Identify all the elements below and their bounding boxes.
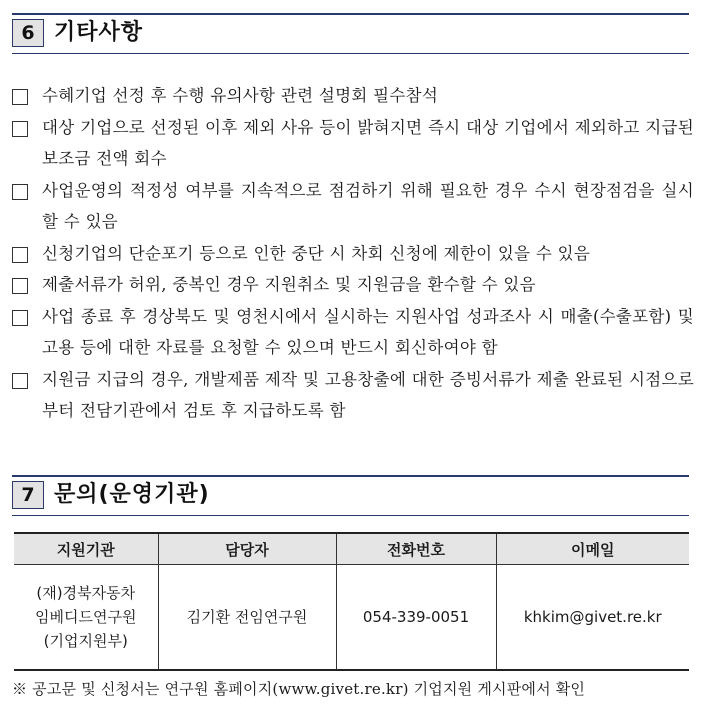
table-row [14, 565, 689, 671]
contact-table [14, 532, 689, 671]
cell-contact: 김기환 전임연구원 [158, 565, 336, 671]
section-6-header [12, 13, 689, 54]
checkbox-icon [12, 121, 28, 137]
list-item [12, 80, 694, 112]
list-item-text: 사업 종료 후 경상북도 및 영천시에서 실시하는 지원사업 성과조사 시 매출(수출포함) 및 고용 등에 대한 자료를 요청할 수 있으며 반드시 회신하여야 함 [42, 306, 694, 357]
list-item-text: 제출서류가 허위, 중복인 경우 지원취소 및 지원금을 환수할 수 있음 [42, 275, 536, 294]
list-item [12, 175, 694, 238]
list-item [12, 301, 694, 364]
header-phone: 전화번호 [336, 533, 496, 565]
header-org: 지원기관 [14, 533, 158, 565]
list-item [12, 112, 694, 175]
footnote: ※ 공고문 및 신청서는 연구원 홈페이지(www.givet.re.kr) 기업지원 게시판에서 확인 [12, 680, 586, 698]
section-6-number: 6 [12, 19, 44, 47]
section-7-header [12, 475, 689, 516]
notes-list [12, 80, 694, 427]
section-7-title: 문의(운영기관) [54, 482, 210, 507]
checkbox-icon [12, 89, 28, 105]
checkbox-icon [12, 278, 28, 294]
cell-phone: 054-339-0051 [336, 565, 496, 671]
checkbox-icon [12, 184, 28, 200]
list-item-text: 지원금 지급의 경우, 개발제품 제작 및 고용창출에 대한 증빙서류가 제출 완료된 시점으로부터 전담기관에서 검토 후 지급하도록 함 [42, 369, 694, 420]
cell-email[interactable]: khkim@givet.re.kr [496, 565, 689, 671]
cell-org [14, 565, 158, 671]
header-email: 이메일 [496, 533, 689, 565]
section-7-number: 7 [12, 481, 44, 509]
header-contact: 담당자 [158, 533, 336, 565]
list-item-text: 사업운영의 적정성 여부를 지속적으로 점검하기 위해 필요한 경우 수시 현장점검을 실시할 수 있음 [42, 180, 694, 231]
list-item [12, 364, 694, 427]
list-item-text: 신청기업의 단순포기 등으로 인한 중단 시 차회 신청에 제한이 있을 수 있음 [42, 243, 591, 263]
checkbox-icon [12, 247, 28, 263]
org-name-line1: (재)경북자동차 [36, 584, 136, 602]
list-item [12, 269, 694, 301]
list-item-text: 대상 기업으로 선정된 이후 제외 사유 등이 밝혀지면 즉시 대상 기업에서 제외하고 지급된 보조금 전액 회수 [42, 117, 694, 168]
list-item [12, 238, 694, 270]
section-6-title: 기타사항 [54, 20, 144, 45]
table-header-row [14, 533, 689, 565]
org-name-line2: 임베디드연구원 [35, 608, 137, 626]
checkbox-icon [12, 373, 28, 389]
checkbox-icon [12, 310, 28, 326]
list-item-text: 수혜기업 선정 후 수행 유의사항 관련 설명회 필수참석 [42, 86, 439, 105]
org-dept: (기업지원부) [43, 632, 128, 650]
